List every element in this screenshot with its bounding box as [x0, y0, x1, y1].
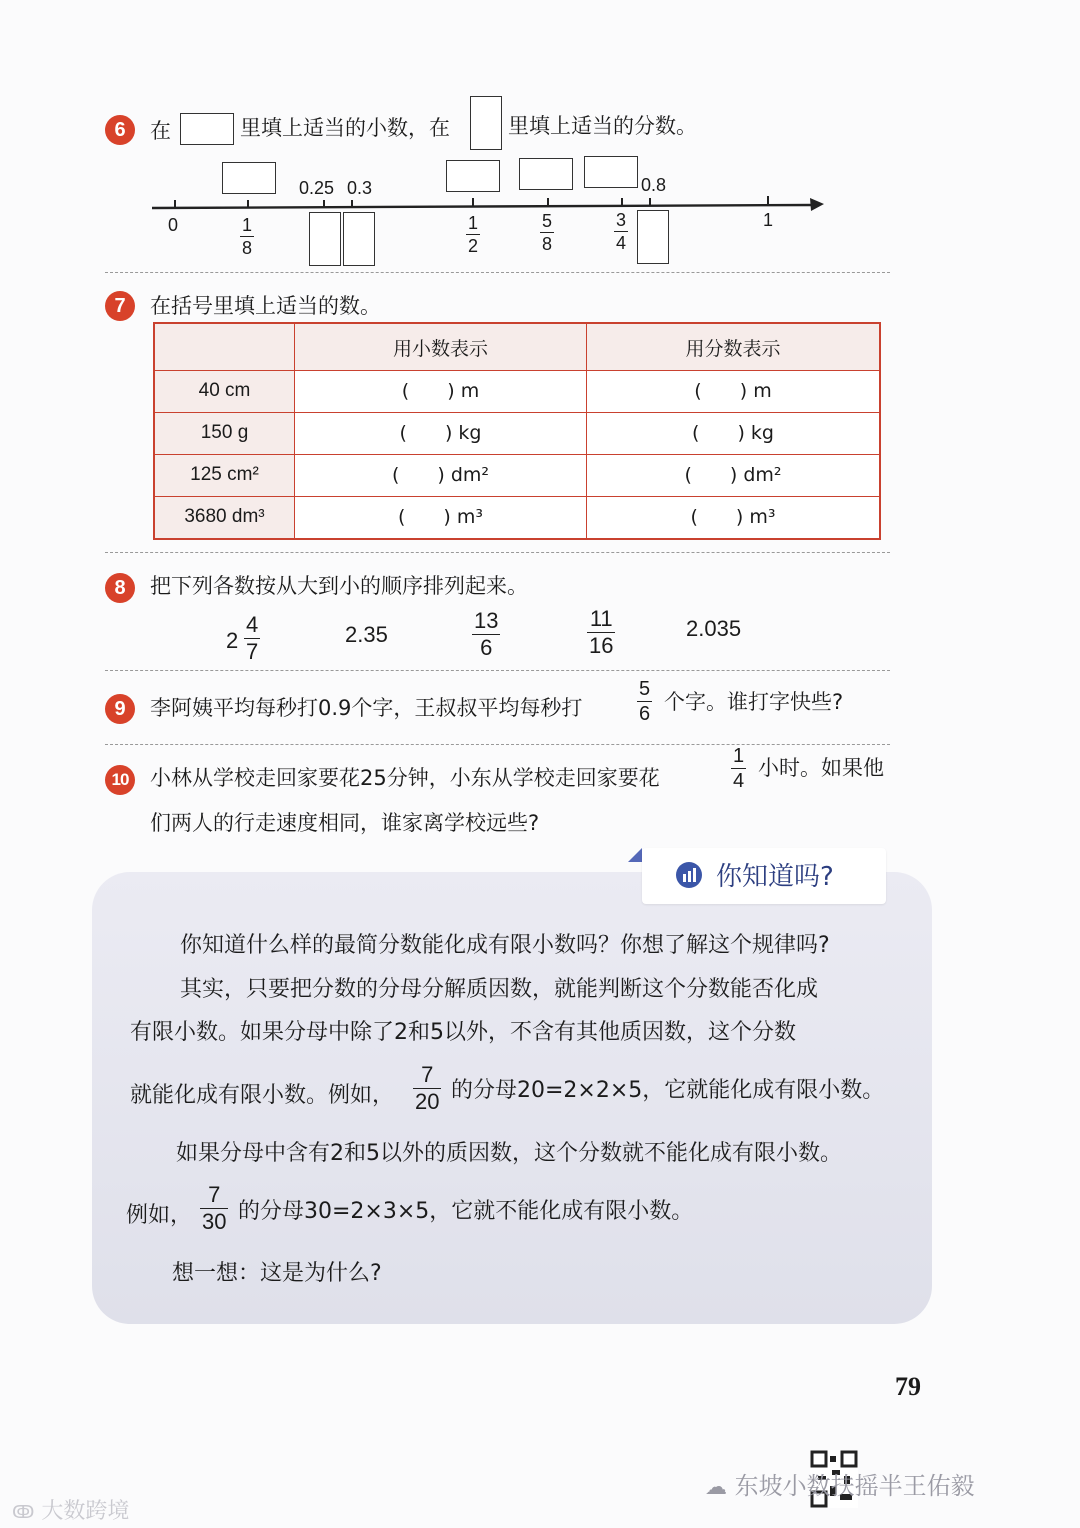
conversion-table — [153, 322, 881, 540]
col-header-fraction: 用分数表示 — [587, 323, 880, 371]
info-paragraph-4: 想一想：这是为什么? — [172, 1261, 382, 1286]
divider-2 — [105, 552, 890, 553]
frac-1-8-num: 1 — [242, 215, 253, 235]
question-7-badge: 7 — [105, 291, 135, 321]
unit: m³ — [456, 506, 484, 529]
example-fraction-7-20 — [413, 1064, 441, 1113]
ex1-num: 7 — [421, 1062, 434, 1087]
paren-open: ( — [684, 464, 692, 487]
mixed-den: 7 — [246, 639, 259, 664]
f2-num: 11 — [589, 606, 613, 631]
decimal-answer-box-3[interactable] — [519, 158, 573, 190]
info-paragraph-2c-b: 的分母20=2×2×5，它就能化成有限小数。 — [451, 1078, 885, 1103]
mixed-whole: 2 — [226, 628, 239, 653]
frac-5-8-num: 5 — [542, 211, 553, 231]
divider-1 — [105, 272, 890, 273]
unit: dm² — [743, 464, 782, 487]
paren-open: ( — [399, 422, 407, 445]
decimal-answer-box-4[interactable] — [584, 156, 638, 188]
did-you-know-title: 你知道吗? — [716, 862, 834, 892]
decimal-answer-box-2[interactable] — [446, 160, 500, 192]
paren-close: ) — [443, 506, 451, 529]
q6-decimal-box-legend — [180, 113, 234, 145]
fraction-answer-box-3[interactable] — [637, 210, 669, 264]
row-label: 3680 dm³ — [154, 496, 295, 539]
q10-num: 1 — [733, 745, 745, 767]
frac-3-4-num: 3 — [616, 210, 627, 230]
label-0-8: 0.8 — [641, 175, 667, 195]
unit: kg — [458, 422, 482, 445]
q7-text: 在括号里填上适当的数。 — [150, 294, 381, 318]
divider-3 — [105, 670, 890, 671]
paren-close: ) — [444, 422, 453, 445]
question-6-badge: 6 — [105, 115, 135, 145]
question-9-badge: 9 — [105, 694, 135, 724]
q6-text-c: 里填上适当的分数。 — [508, 114, 697, 138]
frac-5-8 — [540, 212, 554, 253]
f1-den: 6 — [480, 635, 493, 660]
ex1-den: 20 — [415, 1089, 440, 1114]
q6-text-b: 里填上适当的小数，在 — [240, 116, 450, 140]
mixed-fraction — [244, 614, 260, 663]
q10-text-c: 们两人的行走速度相同，谁家离学校远些? — [150, 811, 540, 835]
frac-1-2 — [466, 214, 480, 255]
watermark-right — [705, 1466, 975, 1501]
paren-close: ) — [729, 464, 738, 487]
info-paragraph-1: 你知道什么样的最简分数能化成有限小数吗？你想了解这个规律吗? — [180, 933, 830, 958]
ex2-num: 7 — [208, 1182, 221, 1207]
watermark-left-text: 大数跨境 — [41, 1499, 130, 1524]
q9-fraction — [637, 679, 652, 724]
decimal-answer-cell[interactable] — [295, 371, 587, 413]
label-0-25: 0.25 — [299, 178, 335, 198]
tab-corner-decoration — [628, 848, 642, 862]
frac-1-8-den: 8 — [242, 238, 253, 258]
info-paragraph-2c-a: 就能化成有限小数。例如， — [130, 1083, 395, 1108]
watermark-left — [12, 1494, 129, 1525]
table-row — [154, 496, 880, 539]
q10-den: 4 — [733, 770, 745, 792]
info-paragraph-2b: 有限小数。如果分母中除了2和5以外，不含有其他质因数，这个分数 — [130, 1020, 796, 1045]
page-number: 79 — [895, 1372, 921, 1401]
paren-open: ( — [391, 464, 400, 487]
col-header-decimal: 用小数表示 — [295, 323, 587, 371]
q10-text-a: 小林从学校走回家要花25分钟，小东从学校走回家要花 — [150, 766, 660, 790]
fraction-answer-cell[interactable] — [587, 496, 880, 539]
frac-1-2-den: 2 — [468, 236, 479, 256]
info-paragraph-2a: 其实，只要把分数的分母分解质因数，就能判断这个分数能否化成 — [180, 977, 819, 1002]
label-zero: 0 — [168, 215, 179, 235]
paren-open: ( — [690, 506, 698, 529]
paren-close: ) — [737, 422, 745, 445]
q9-text-b: 个字。谁打字快些? — [664, 690, 844, 714]
info-paragraph-3a: 如果分母中含有2和5以外的质因数，这个分数就不能化成有限小数。 — [176, 1141, 842, 1166]
paren-close: ) — [735, 506, 744, 529]
q9-den: 6 — [639, 703, 651, 725]
unit: kg — [750, 422, 774, 445]
paren-open: ( — [694, 380, 702, 403]
paren-close: ) — [437, 464, 445, 487]
frac-3-4 — [614, 211, 628, 252]
decimal-answer-box-1[interactable] — [222, 162, 276, 194]
frac-1-8 — [240, 216, 254, 257]
fraction-answer-box-1[interactable] — [309, 212, 341, 266]
fraction-11-16 — [587, 608, 615, 657]
paren-open: ( — [398, 506, 406, 529]
wechat-icon: ☁ — [705, 1475, 727, 1500]
unit: m³ — [749, 506, 776, 529]
decimal-2-35: 2.35 — [345, 622, 388, 647]
q9-num: 5 — [639, 678, 651, 700]
q10-text-b: 小时。如果他 — [758, 756, 884, 780]
q6-text-a: 在 — [150, 119, 171, 143]
info-paragraph-3b-a: 例如， — [126, 1203, 193, 1228]
decimal-answer-cell[interactable] — [295, 412, 587, 454]
frac-1-2-num: 1 — [468, 213, 479, 233]
q10-fraction — [731, 746, 746, 791]
example-fraction-7-30 — [200, 1184, 228, 1233]
divider-4 — [105, 744, 890, 745]
table-row — [154, 412, 880, 454]
paren-open: ( — [692, 422, 700, 445]
question-8-badge: 8 — [105, 573, 135, 603]
frac-3-4-den: 4 — [616, 233, 627, 253]
unit: m — [460, 380, 480, 403]
decimal-answer-cell[interactable] — [295, 496, 587, 539]
table-corner — [154, 323, 295, 371]
label-one: 1 — [763, 210, 774, 230]
table-row — [154, 371, 880, 413]
label-0-3: 0.3 — [347, 178, 373, 198]
row-label: 125 cm² — [154, 454, 295, 496]
q6-fraction-box-legend — [470, 96, 502, 150]
f2-den: 16 — [589, 633, 614, 658]
paren-close: ) — [447, 380, 455, 403]
watermark-right-text: 东坡小数扶摇半王佑毅 — [734, 1472, 975, 1500]
q9-text-a: 李阿姨平均每秒打0.9个字，王叔叔平均每秒打 — [150, 696, 583, 720]
frac-5-8-den: 8 — [542, 234, 553, 254]
question-10-badge: 10 — [105, 765, 135, 795]
ex2-den: 30 — [202, 1209, 227, 1234]
fraction-answer-cell[interactable] — [587, 371, 880, 413]
paren-close: ) — [739, 380, 748, 403]
mixed-num: 4 — [246, 612, 259, 637]
decimal-2-035: 2.035 — [686, 616, 742, 641]
watermark-logo-icon: ↂ — [12, 1502, 35, 1523]
fraction-13-6 — [472, 610, 500, 659]
f1-num: 13 — [474, 608, 499, 633]
info-chart-icon — [676, 862, 702, 888]
row-label: 150 g — [154, 412, 295, 454]
q8-text: 把下列各数按从大到小的顺序排列起来。 — [150, 574, 528, 598]
info-paragraph-3b-b: 的分母30=2×3×5，它就不能化成有限小数。 — [238, 1199, 694, 1224]
fraction-answer-cell[interactable] — [587, 454, 880, 496]
paren-open: ( — [401, 380, 410, 403]
row-label: 40 cm — [154, 371, 295, 413]
decimal-answer-cell[interactable] — [295, 454, 587, 496]
table-row — [154, 454, 880, 496]
unit: dm² — [450, 464, 490, 487]
fraction-answer-cell[interactable] — [587, 412, 880, 454]
unit: m — [753, 380, 772, 403]
fraction-answer-box-2[interactable] — [343, 212, 375, 266]
